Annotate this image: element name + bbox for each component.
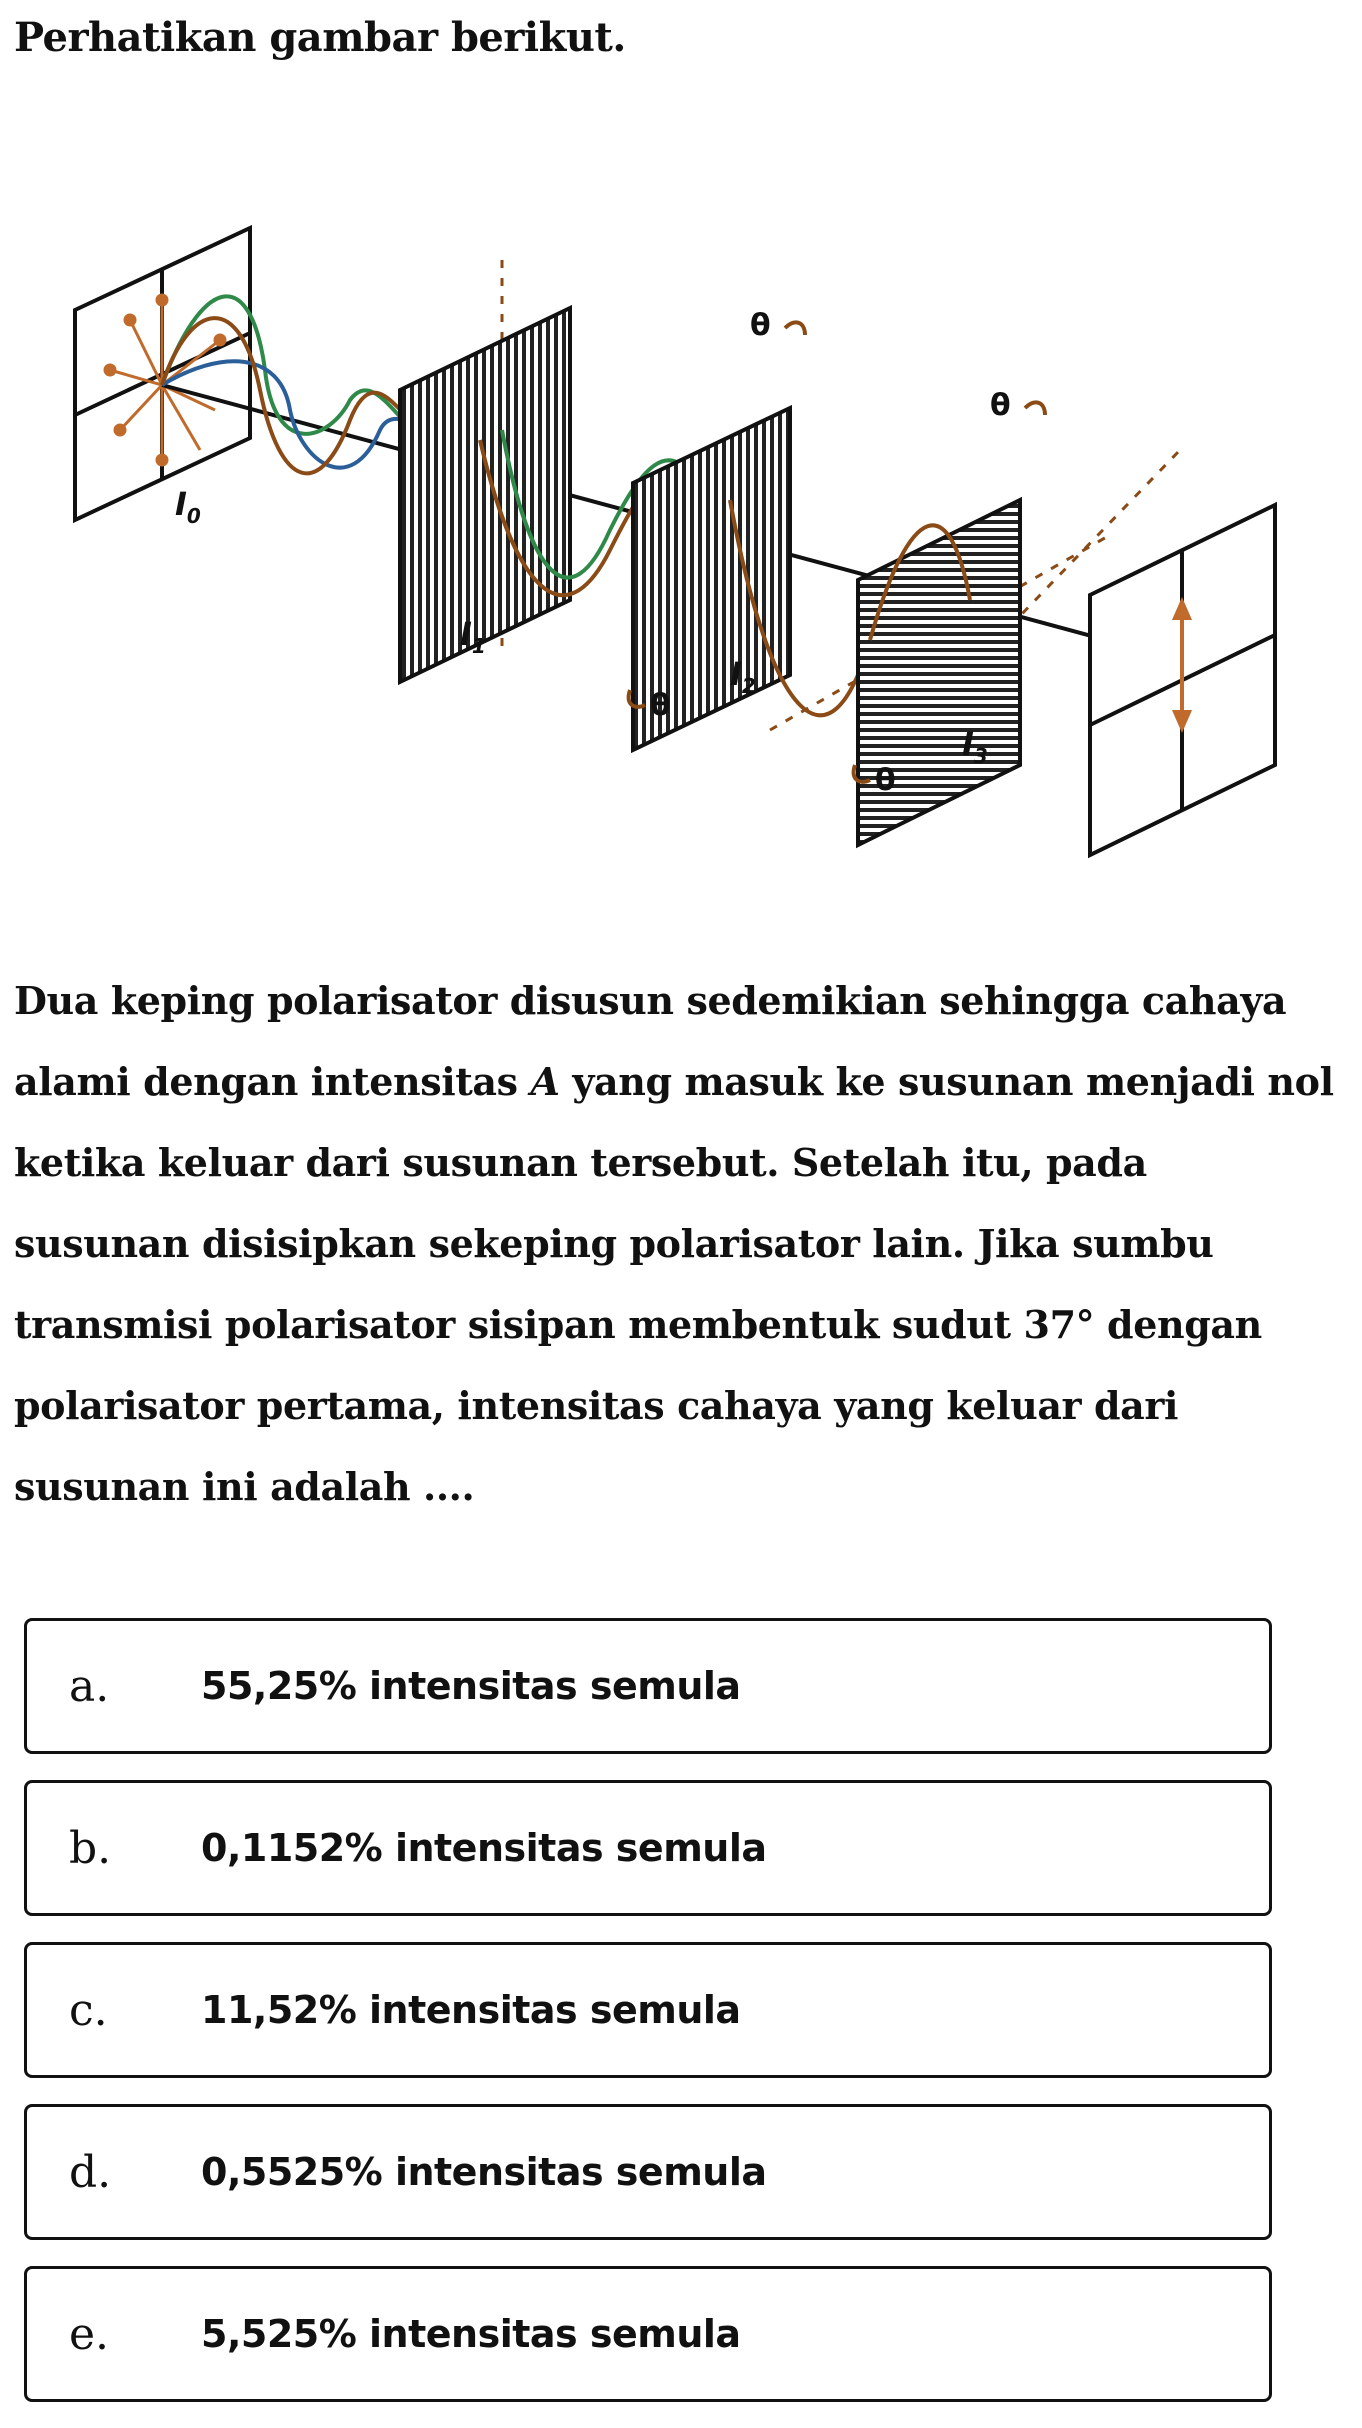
option-text: 5,525% intensitas semula [201,2312,741,2356]
option-letter: c. [69,1984,108,2036]
answer-options [24,1618,1272,2428]
rotation-arrow-2 [1025,402,1045,415]
option-text: 55,25% intensitas semula [201,1664,741,1708]
angle-value: 37° [1023,1302,1095,1347]
option-a[interactable] [24,1618,1272,1754]
label-i2: $I_2$ [730,655,756,698]
label-i3: $I_3$ [962,725,988,768]
theta-1: θ [750,308,771,343]
rotation-arrow-1 [785,322,805,335]
option-d[interactable] [24,2104,1272,2240]
label-i0: $I_0$ [175,485,201,528]
option-letter: b. [69,1822,112,1874]
option-letter: a. [69,1660,110,1712]
option-text: 0,5525% intensitas semula [201,2150,767,2194]
question-part-2: yang masuk ke susunan menjadi nol ketika keluar dari susunan tersebut. Setelah itu, pada susunan disisipkan sekeping polarisator lain. Jika sumbu transmisi polarisator sisipan membentuk sudut [14,1059,1334,1347]
option-letter: e. [69,2308,110,2360]
theta-2: θ [990,388,1011,423]
question-part-1: Dua keping polarisator disusun sedemikian sehingga cahaya alami dengan intensitas [14,978,1287,1104]
option-e[interactable] [24,2266,1272,2402]
intro-text: Perhatikan gambar berikut. [14,14,626,61]
variable-a: A [530,1059,560,1104]
polarizer-figure [50,200,1320,860]
question-part-3: dengan polarisator pertama, intensitas cahaya yang keluar dari susunan ini adalah .... [14,1302,1262,1509]
option-b[interactable] [24,1780,1272,1916]
theta-3: θ [650,688,671,723]
polarizer-1 [400,308,570,682]
label-i1: $I_1$ [460,615,486,658]
option-letter: d. [69,2146,112,2198]
question-text [14,960,1334,1527]
option-text: 11,52% intensitas semula [201,1988,741,2032]
theta-4: θ [875,763,896,798]
option-text: 0,1152% intensitas semula [201,1826,767,1870]
option-c[interactable] [24,1942,1272,2078]
